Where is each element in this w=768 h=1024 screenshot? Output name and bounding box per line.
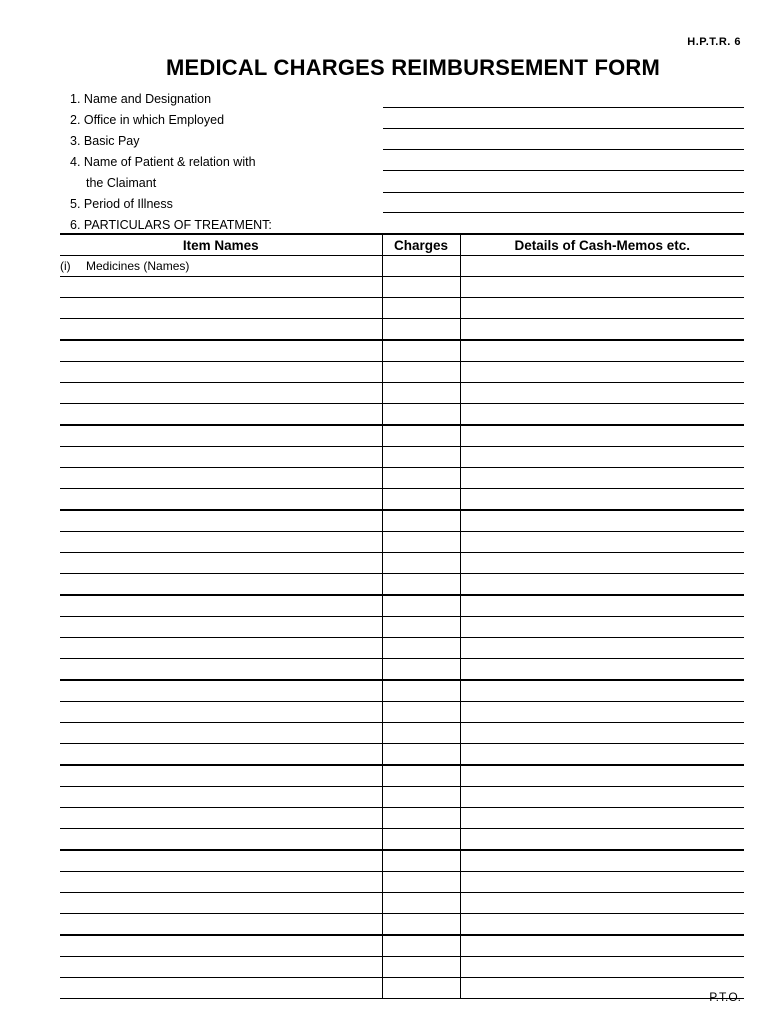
charges-cell[interactable] <box>382 935 460 957</box>
charges-cell[interactable] <box>382 447 460 468</box>
table-row <box>60 659 744 681</box>
table-row <box>60 510 744 532</box>
form-title: MEDICAL CHARGES REIMBURSEMENT FORM <box>165 55 661 80</box>
cash-memo-cell[interactable] <box>460 893 744 914</box>
field-label-basic-pay <box>70 134 140 149</box>
claimant-line[interactable] <box>383 192 744 193</box>
charges-cell[interactable] <box>382 702 460 723</box>
field-number: 2. <box>70 113 81 127</box>
field-text: Name of Patient & relation with <box>83 155 256 169</box>
row-label: Medicines (Names) <box>86 259 190 273</box>
charges-cell[interactable] <box>382 744 460 766</box>
charges-cell[interactable] <box>382 595 460 617</box>
field-text: Name and Designation <box>83 92 212 106</box>
cash-memo-cell[interactable] <box>460 872 744 893</box>
table-row <box>60 787 744 808</box>
cash-memo-cell[interactable] <box>460 808 744 829</box>
charges-cell[interactable] <box>382 383 460 404</box>
charges-header: Charges <box>382 234 460 256</box>
item-cell[interactable] <box>60 277 382 298</box>
cash-memo-cell[interactable] <box>460 532 744 553</box>
item-cell[interactable] <box>60 340 382 362</box>
cash-memo-cell[interactable] <box>460 362 744 383</box>
charges-cell[interactable] <box>382 362 460 383</box>
item-cell[interactable] <box>60 319 382 341</box>
cash-memo-cell[interactable] <box>460 553 744 574</box>
table-row <box>60 638 744 659</box>
cash-memo-cell[interactable] <box>460 595 744 617</box>
charges-cell[interactable] <box>382 256 460 277</box>
charges-cell[interactable] <box>382 893 460 914</box>
item-cell[interactable] <box>60 723 382 744</box>
table-row <box>60 935 744 957</box>
cash-memo-cell[interactable] <box>460 340 744 362</box>
table-row <box>60 702 744 723</box>
table-row <box>60 808 744 829</box>
item-cell[interactable] <box>60 893 382 914</box>
table-row <box>60 340 744 362</box>
table-row <box>60 872 744 893</box>
field-text: Period of Illness <box>83 197 173 211</box>
field-label-office <box>70 113 224 128</box>
table-row <box>60 298 744 319</box>
item-cell[interactable] <box>60 659 382 681</box>
table-row <box>60 277 744 298</box>
cash-memo-cell[interactable] <box>460 978 744 999</box>
charges-cell[interactable] <box>382 765 460 787</box>
cash-memo-cell[interactable] <box>460 702 744 723</box>
cash-memo-cell[interactable] <box>460 787 744 808</box>
treatment-table <box>60 233 744 999</box>
charges-cell[interactable] <box>382 617 460 638</box>
cash-memo-cell[interactable] <box>460 277 744 298</box>
cash-memo-cell[interactable] <box>460 638 744 659</box>
charges-cell[interactable] <box>382 723 460 744</box>
cash-memo-cell[interactable] <box>460 765 744 787</box>
table-row <box>60 553 744 574</box>
field-label-illness <box>70 197 173 212</box>
table-row <box>60 362 744 383</box>
form-code: H.P.T.R. 6 <box>687 36 741 48</box>
charges-cell[interactable] <box>382 850 460 872</box>
item-cell[interactable] <box>60 978 382 999</box>
cash-memo-cell[interactable] <box>460 680 744 702</box>
table-row <box>60 425 744 447</box>
field-label-claimant <box>86 176 156 191</box>
row-numeral: (i) <box>60 259 71 273</box>
charges-cell[interactable] <box>382 553 460 574</box>
office-line[interactable] <box>383 128 744 129</box>
charges-cell[interactable] <box>382 277 460 298</box>
item-names-header: Item Names <box>60 234 382 256</box>
cash-memo-cell[interactable] <box>460 298 744 319</box>
charges-cell[interactable] <box>382 808 460 829</box>
basic-pay-line[interactable] <box>383 149 744 150</box>
field-text: the Claimant <box>86 176 157 190</box>
item-cell[interactable] <box>60 638 382 659</box>
table-row <box>60 595 744 617</box>
item-cell[interactable] <box>60 468 382 489</box>
item-cell[interactable] <box>60 680 382 702</box>
item-cell[interactable] <box>60 256 382 277</box>
item-cell[interactable] <box>60 914 382 936</box>
charges-cell[interactable] <box>382 638 460 659</box>
charges-cell[interactable] <box>382 532 460 553</box>
field-number: 4. <box>70 155 81 169</box>
charges-cell[interactable] <box>382 957 460 978</box>
item-cell[interactable] <box>60 617 382 638</box>
charges-cell[interactable] <box>382 914 460 936</box>
cash-memo-cell[interactable] <box>460 404 744 426</box>
field-text: Basic Pay <box>83 134 140 148</box>
charges-cell[interactable] <box>382 340 460 362</box>
item-cell[interactable] <box>60 808 382 829</box>
item-cell[interactable] <box>60 553 382 574</box>
field-text: PARTICULARS OF TREATMENT: <box>83 218 272 232</box>
field-label-treatment <box>70 218 272 233</box>
table-row <box>60 914 744 936</box>
item-cell[interactable] <box>60 298 382 319</box>
cash-memo-cell[interactable] <box>460 425 744 447</box>
table-row <box>60 468 744 489</box>
field-label-patient <box>70 155 256 170</box>
item-cell[interactable] <box>60 574 382 596</box>
cash-memo-cell[interactable] <box>460 447 744 468</box>
table-row <box>60 978 744 999</box>
cash-memo-cell[interactable] <box>460 914 744 936</box>
table-body <box>60 256 744 999</box>
table-row <box>60 489 744 511</box>
item-cell[interactable] <box>60 595 382 617</box>
table-row <box>60 617 744 638</box>
table-row <box>60 829 744 851</box>
cash-memo-cell[interactable] <box>460 723 744 744</box>
table-row <box>60 850 744 872</box>
item-cell[interactable] <box>60 447 382 468</box>
charges-cell[interactable] <box>382 298 460 319</box>
table-row <box>60 893 744 914</box>
cash-memo-cell[interactable] <box>460 935 744 957</box>
item-cell[interactable] <box>60 383 382 404</box>
charges-cell[interactable] <box>382 510 460 532</box>
item-cell[interactable] <box>60 404 382 426</box>
charges-cell[interactable] <box>382 978 460 999</box>
cash-memo-cell[interactable] <box>460 468 744 489</box>
charges-cell[interactable] <box>382 829 460 851</box>
cash-memo-cell[interactable] <box>460 510 744 532</box>
table-row <box>60 532 744 553</box>
cash-memo-cell[interactable] <box>460 659 744 681</box>
page-turn-note: P.T.O. <box>709 990 741 1004</box>
cash-memo-cell[interactable] <box>460 617 744 638</box>
charges-cell[interactable] <box>382 872 460 893</box>
item-cell[interactable] <box>60 935 382 957</box>
item-cell[interactable] <box>60 872 382 893</box>
item-cell[interactable] <box>60 702 382 723</box>
item-cell[interactable] <box>60 425 382 447</box>
charges-cell[interactable] <box>382 489 460 511</box>
cash-memo-header: Details of Cash-Memos etc. <box>460 234 744 256</box>
charges-cell[interactable] <box>382 659 460 681</box>
charges-cell[interactable] <box>382 404 460 426</box>
cash-memo-cell[interactable] <box>460 957 744 978</box>
item-cell[interactable] <box>60 510 382 532</box>
item-cell[interactable] <box>60 957 382 978</box>
table-row <box>60 574 744 596</box>
item-cell[interactable] <box>60 489 382 511</box>
item-cell[interactable] <box>60 362 382 383</box>
table-header <box>60 234 744 256</box>
table-row <box>60 447 744 468</box>
table-row <box>60 319 744 341</box>
table-row <box>60 723 744 744</box>
charges-cell[interactable] <box>382 787 460 808</box>
table-row <box>60 957 744 978</box>
item-cell[interactable] <box>60 850 382 872</box>
field-number: 1. <box>70 92 81 106</box>
charges-cell[interactable] <box>382 425 460 447</box>
cash-memo-cell[interactable] <box>460 829 744 851</box>
charges-cell[interactable] <box>382 319 460 341</box>
item-cell[interactable] <box>60 765 382 787</box>
cash-memo-cell[interactable] <box>460 574 744 596</box>
item-cell[interactable] <box>60 532 382 553</box>
item-cell[interactable] <box>60 787 382 808</box>
charges-cell[interactable] <box>382 574 460 596</box>
field-text: Office in which Employed <box>83 113 225 127</box>
item-cell[interactable] <box>60 744 382 766</box>
cash-memo-cell[interactable] <box>460 319 744 341</box>
cash-memo-cell[interactable] <box>460 256 744 277</box>
field-number: 6. <box>70 218 81 232</box>
cash-memo-cell[interactable] <box>460 850 744 872</box>
patient-line[interactable] <box>383 170 744 171</box>
field-label-name-designation <box>70 92 211 107</box>
table-row <box>60 680 744 702</box>
illness-line[interactable] <box>383 212 744 213</box>
table-row <box>60 404 744 426</box>
field-number: 5. <box>70 197 81 211</box>
table-row <box>60 256 744 277</box>
charges-cell[interactable] <box>382 680 460 702</box>
name-designation-line[interactable] <box>383 107 744 108</box>
cash-memo-cell[interactable] <box>460 744 744 766</box>
charges-cell[interactable] <box>382 468 460 489</box>
table-row <box>60 765 744 787</box>
cash-memo-cell[interactable] <box>460 489 744 511</box>
item-cell[interactable] <box>60 829 382 851</box>
table-row <box>60 744 744 766</box>
field-number: 3. <box>70 134 81 148</box>
table-row <box>60 383 744 404</box>
cash-memo-cell[interactable] <box>460 383 744 404</box>
